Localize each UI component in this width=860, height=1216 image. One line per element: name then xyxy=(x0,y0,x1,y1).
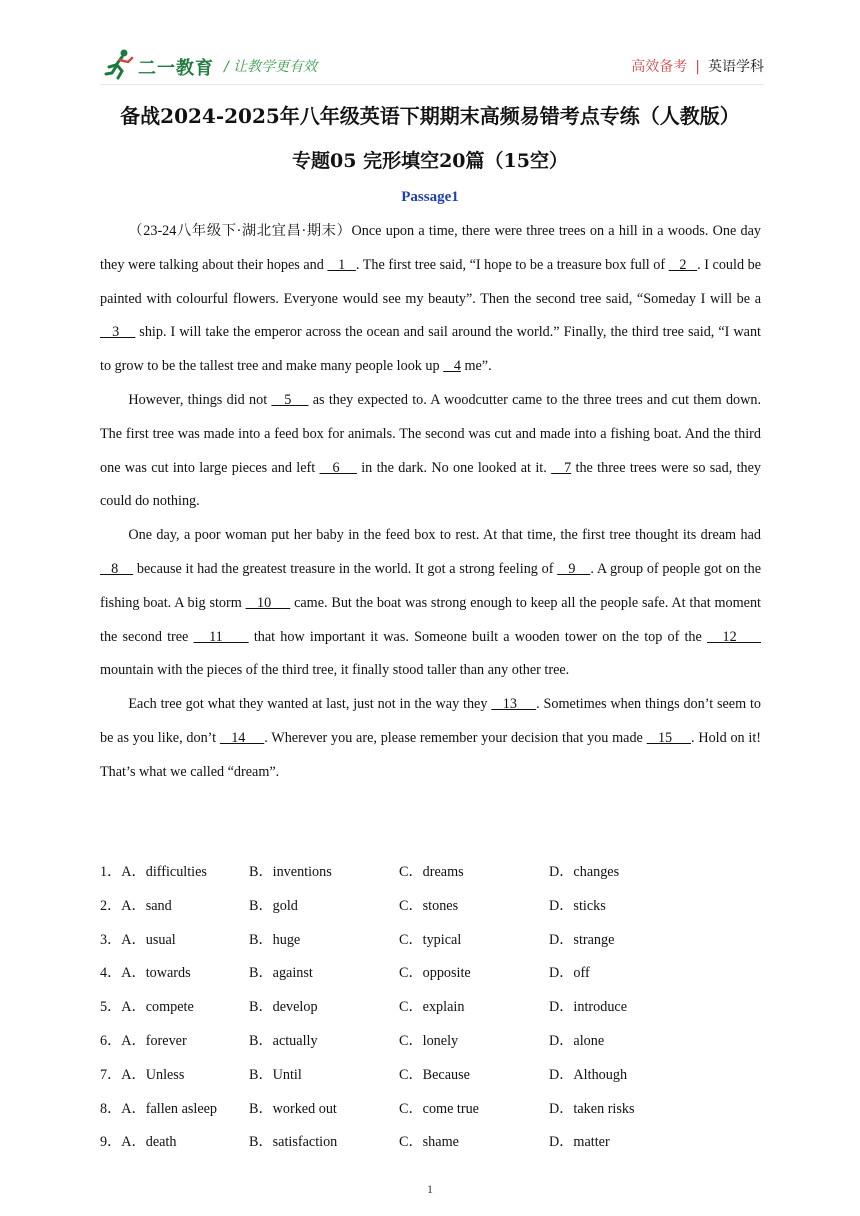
option-text: B．huge xyxy=(249,931,301,948)
header-tag-subject: 英语学科 xyxy=(708,59,764,75)
answer-blank: 13 xyxy=(491,696,537,713)
question-options-row xyxy=(100,1025,761,1059)
answer-blank: 6 xyxy=(319,459,357,476)
option-text: A．death xyxy=(121,1134,177,1151)
option-b xyxy=(249,957,313,991)
passage-text: mountain with the pieces of the third tree, it finally stood taller than any other tree. xyxy=(100,662,570,679)
option-text: B．Until xyxy=(249,1066,302,1083)
passage-paragraph xyxy=(100,519,761,688)
option-d xyxy=(549,957,590,991)
passage-paragraph xyxy=(100,215,761,384)
passage-text: came. But the boat was strong enough to keep all the people safe. At that moment the second tree xyxy=(100,594,761,645)
option-c xyxy=(399,890,458,924)
option-text: A．usual xyxy=(121,931,176,948)
options-list xyxy=(100,856,761,1160)
option-text: C．explain xyxy=(399,999,465,1016)
answer-blank: 12 xyxy=(707,628,762,645)
passage-text: . Sometimes when things don’t seem to be as you like, don’t xyxy=(100,696,762,746)
option-a xyxy=(100,856,207,890)
option-text: A．compete xyxy=(121,999,194,1016)
question-number: 2． xyxy=(100,897,122,914)
question-options-row xyxy=(100,924,761,958)
option-text: C．stones xyxy=(399,897,459,914)
answer-blank: 10 xyxy=(245,594,291,611)
slogan: / 让教学更有效 xyxy=(224,59,318,75)
passage-text: （23-24八年级下·湖北宜昌·期末）Once upon a time, there were three trees on a hill in a woods. One day they were talking about their hopes and xyxy=(100,223,761,273)
option-text: B．develop xyxy=(249,999,318,1016)
option-text: C．Because xyxy=(399,1066,470,1083)
answer-blank: 1 xyxy=(327,256,356,273)
option-d xyxy=(549,1126,610,1160)
option-text: C．dreams xyxy=(399,864,464,880)
option-b xyxy=(249,890,298,924)
question-options-row xyxy=(100,856,761,890)
logo-text: 二一教育 xyxy=(138,58,214,79)
option-a xyxy=(100,1126,176,1160)
option-text: C．shame xyxy=(399,1134,459,1151)
passage-text: that how important it was. Someone built a wooden tower on the top of the xyxy=(248,628,708,645)
option-text: D．alone xyxy=(549,1032,605,1049)
option-text: A．sand xyxy=(121,897,172,914)
option-text: D．taken risks xyxy=(549,1100,635,1117)
question-number: 1． xyxy=(100,864,122,880)
option-c xyxy=(399,1126,459,1160)
option-text: B．gold xyxy=(249,897,298,914)
answer-blank: 4 xyxy=(443,358,461,375)
page-header xyxy=(100,44,764,88)
option-text: D．off xyxy=(549,965,590,982)
passage-text: ship. I will take the emperor across the ocean and sail around the world.” Finally, the third tree said, “I want to grow to be the tallest tree and make many people look up xyxy=(100,324,761,375)
option-b xyxy=(249,991,318,1025)
option-text: C．come true xyxy=(399,1100,479,1117)
document-title: 备战2024-2025年八年级英语下期期末高频易错考点专练（人教版） xyxy=(120,104,740,128)
option-b xyxy=(249,1059,302,1093)
question-options-row xyxy=(100,1093,761,1127)
question-options-row xyxy=(100,890,761,924)
question-number: 4． xyxy=(100,965,122,982)
answer-blank: 8 xyxy=(100,560,134,577)
runner-logo-icon xyxy=(104,48,138,80)
option-a xyxy=(100,991,194,1025)
option-text: A．towards xyxy=(121,965,191,982)
option-text: D．strange xyxy=(549,931,615,948)
option-d xyxy=(549,991,627,1025)
passage-text: in the dark. No one looked at it. xyxy=(356,459,552,476)
passage-text: However, things did not xyxy=(128,391,272,408)
passage-text: . Hold on it! That’s what we called “dream”. xyxy=(100,729,762,780)
passage-text: because it had the greatest treasure in the world. It got a strong feeling of xyxy=(133,560,558,577)
option-text: A．forever xyxy=(121,1032,187,1049)
question-number: 7． xyxy=(100,1066,122,1083)
option-a xyxy=(100,890,172,924)
header-tags xyxy=(631,56,764,76)
passage-text: . The first tree said, “I hope to be a treasure box full of xyxy=(355,256,669,273)
option-d xyxy=(549,1025,604,1059)
passage-text: . Wherever you are, please remember your decision that you made xyxy=(264,729,647,746)
option-b xyxy=(249,856,332,890)
option-b xyxy=(249,1126,337,1160)
page-number: 1 xyxy=(427,1182,433,1196)
question-number: 5． xyxy=(100,999,122,1016)
passage-text: . A group of people got on the fishing boat. A big storm xyxy=(100,560,762,611)
passage-body xyxy=(100,215,761,790)
option-c xyxy=(399,1093,479,1127)
option-text: C．lonely xyxy=(399,1032,459,1049)
option-text: B．against xyxy=(249,965,313,982)
answer-blank: 2 xyxy=(668,256,698,273)
passage-text: One day, a poor woman put her baby in the feed box to rest. At that time, the first tree thought its dream had xyxy=(128,527,761,544)
option-c xyxy=(399,1025,458,1059)
option-text: D．Although xyxy=(549,1066,628,1083)
passage-text: as they expected to. A woodcutter came to the three trees and cut them down. The first tree was made into a feed box for animals. The second was cut and made into a fishing boat. And the third one was cut into large pieces and left xyxy=(100,391,762,476)
question-options-row xyxy=(100,957,761,991)
answer-blank: 11 xyxy=(193,628,249,645)
option-text: B．actually xyxy=(249,1032,318,1049)
question-number: 8． xyxy=(100,1100,122,1117)
passage-text: me”. xyxy=(460,358,492,375)
passage-text: Each tree got what they wanted at last, just not in the way they xyxy=(128,696,492,713)
answer-blank: 9 xyxy=(557,560,591,577)
passage-text: the three trees were so sad, they could do nothing. xyxy=(100,459,761,510)
option-c xyxy=(399,856,464,890)
option-text: B．satisfaction xyxy=(249,1134,338,1151)
option-text: D．changes xyxy=(549,864,620,880)
option-a xyxy=(100,924,176,958)
answer-blank: 5 xyxy=(271,391,309,408)
header-tag-exam: 高效备考 xyxy=(631,59,688,75)
option-c xyxy=(399,957,471,991)
option-d xyxy=(549,1059,627,1093)
option-d xyxy=(549,890,606,924)
brand-logo xyxy=(104,48,234,80)
option-a xyxy=(100,957,191,991)
question-options-row xyxy=(100,1059,761,1093)
question-number: 3． xyxy=(100,931,122,948)
option-text: C．opposite xyxy=(399,965,471,982)
question-number: 6． xyxy=(100,1032,122,1049)
option-d xyxy=(549,1093,635,1127)
option-c xyxy=(399,1059,470,1093)
passage-paragraph xyxy=(100,384,761,519)
question-number: 9． xyxy=(100,1134,122,1151)
option-c xyxy=(399,924,461,958)
option-text: D．sticks xyxy=(549,897,606,914)
passage-text: . I could be painted with colourful flowers. Everyone would see my beauty”. Then the second tree said, “Someday I will be a xyxy=(100,256,762,307)
answer-blank: 3 xyxy=(100,324,136,341)
option-c xyxy=(399,991,464,1025)
question-options-row xyxy=(100,991,761,1025)
option-d xyxy=(549,924,614,958)
option-text: D．matter xyxy=(549,1134,610,1151)
option-text: A．difficulties xyxy=(121,864,207,880)
header-separator: | xyxy=(695,59,700,75)
option-text: A．fallen asleep xyxy=(121,1100,218,1117)
option-b xyxy=(249,1093,337,1127)
document-subtitle: 专题05 完形填空20篇（15空） xyxy=(292,150,568,172)
passage-title: Passage1 xyxy=(401,189,459,205)
question-options-row xyxy=(100,1126,761,1160)
option-text: C．typical xyxy=(399,931,462,948)
option-b xyxy=(249,924,300,958)
passage-paragraph xyxy=(100,688,761,789)
option-d xyxy=(549,856,619,890)
option-b xyxy=(249,1025,318,1059)
option-text: A．Unless xyxy=(121,1066,185,1083)
option-text: D．introduce xyxy=(549,999,628,1016)
option-a xyxy=(100,1025,187,1059)
answer-blank: 14 xyxy=(219,729,265,746)
option-text: B．worked out xyxy=(249,1100,337,1117)
answer-blank: 7 xyxy=(551,459,572,476)
option-text: B．inventions xyxy=(249,864,332,880)
answer-blank: 15 xyxy=(646,729,691,746)
option-a xyxy=(100,1093,217,1127)
option-a xyxy=(100,1059,184,1093)
header-divider xyxy=(100,84,764,85)
